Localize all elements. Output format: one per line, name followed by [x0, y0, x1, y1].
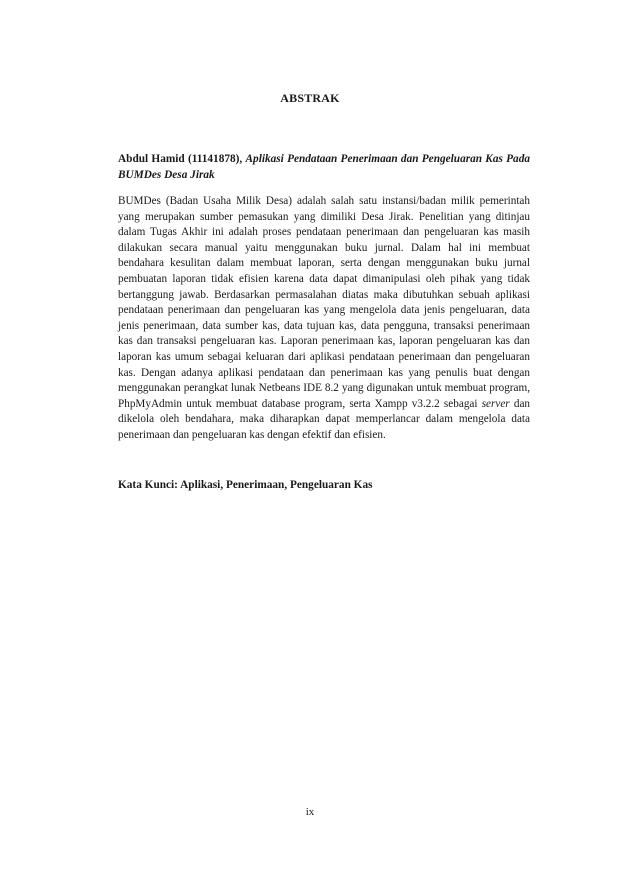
- abstract-heading: [118, 152, 530, 183]
- abstract-body-part-1: BUMDes (Badan Usaha Milik Desa) adalah salah satu instansi/badan milik pemerintah yang merupakan sumber pemasukan yang dimiliki Desa Jirak. Penelitian yang ditinjau dalam Tugas Akhir ini adalah proses pendataan penerimaan dan pengeluaran kas masih dilakukan secara manual yaitu menggunakan buku jurnal. Dalam hal ini membuat bendahara kesulitan dalam membuat laporan, serta dengan menggunakan buku jurnal pembuatan laporan tidak efisien karena data dapat dimanipulasi oleh pihak yang tidak bertanggung jawab. Berdasarkan permasalahan diatas maka dibutuhkan sebuah aplikasi pendataan penerimaan dan pengeluaran kas yang mengelola data jenis pengeluaran, data jenis penerimaan, data sumber kas, data tujuan kas, data pengguna, transaksi penerimaan kas dan transaksi pengeluaran kas. Laporan penerimaan kas, laporan pengeluaran kas dan laporan kas umum sebagai keluaran dari aplikasi pendataan penerimaan dan pengeluaran kas. Dengan adanya aplikasi pendataan dan penerimaan kas yang penulis buat dengan menggunakan perangkat lunak Netbeans IDE 8.2 yang digunakan untuk membuat program, PhpMyAdmin untuk membuat database program, serta Xampp v3.2.2 sebagai: [118, 195, 530, 410]
- page-number: ix: [305, 806, 315, 818]
- thesis-title: Aplikasi Pendataan Penerimaan dan Pengeluaran Kas Pada BUMDes Desa Jirak: [118, 153, 530, 181]
- abstract-body-italic: server: [481, 397, 510, 410]
- abstract-body-part-2: dan dikelola oleh bendahara, maka diharapkan dapat memperlancar dalam mengelola data penerimaan dan pengeluaran kas dengan efektif dan efisien.: [118, 397, 531, 441]
- abstract-body: [118, 194, 530, 444]
- page-title: ABSTRAK: [280, 91, 340, 105]
- author-info: Abdul Hamid (11141878),: [118, 153, 246, 165]
- keywords: Kata Kunci: Aplikasi, Penerimaan, Pengeluaran Kas: [118, 479, 373, 491]
